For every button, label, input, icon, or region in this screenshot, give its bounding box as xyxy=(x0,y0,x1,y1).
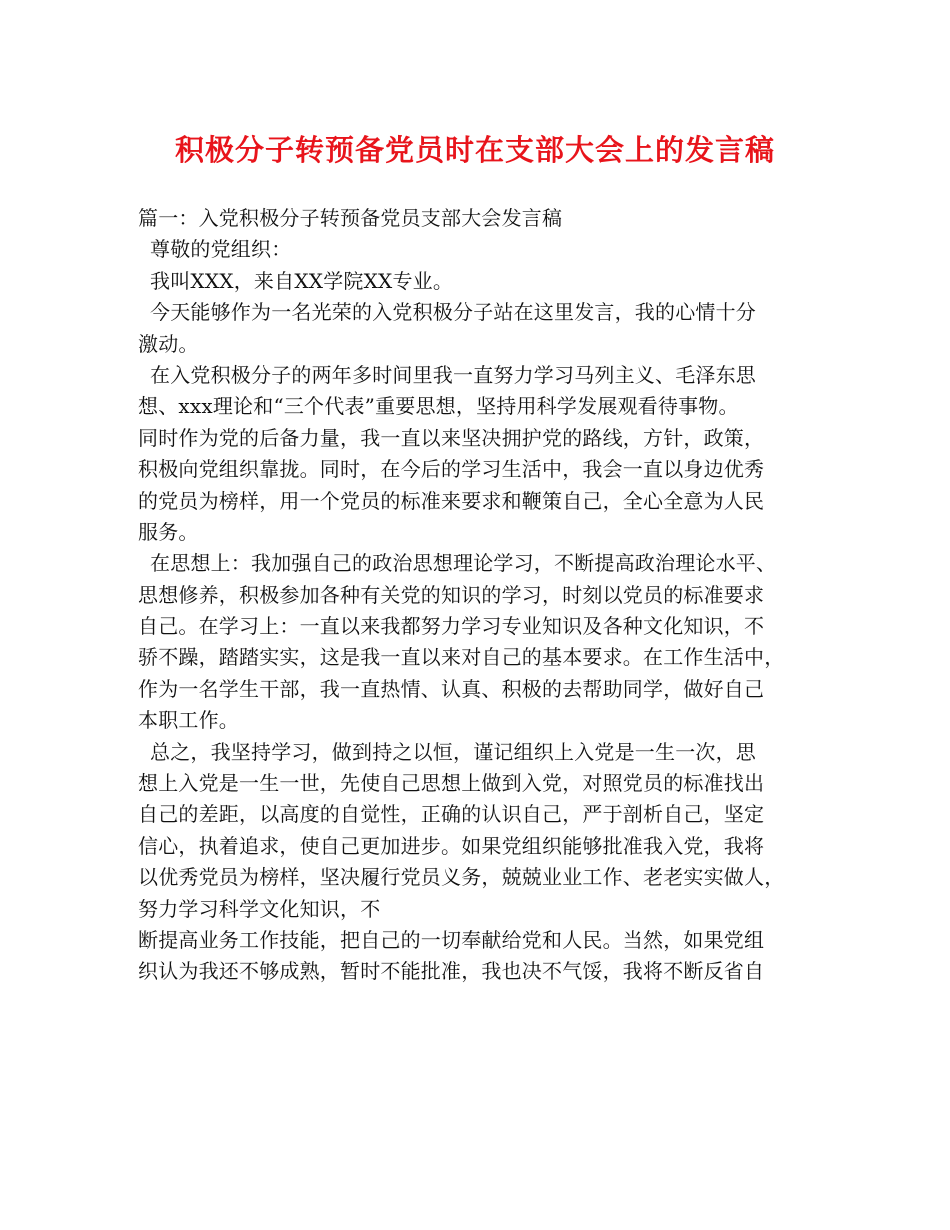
document-title: 积极分子转预备党员时在支部大会上的发言稿 xyxy=(174,133,775,167)
text-line: 想、xxx理论和“三个代表”重要思想，坚持用科学发展观看待事物。 xyxy=(138,394,739,419)
text-line: 信心，执着追求，使自己更加进步。如果党组织能够批准我入党，我将 xyxy=(138,833,765,858)
text-line: 同时作为党的后备力量，我一直以来坚决拥护党的路线，方针，政策， xyxy=(138,425,765,450)
text-line: 以优秀党员为榜样，坚决履行党员义务，兢兢业业工作、老老实实做人， xyxy=(138,865,785,890)
text-line: 思想修养，积极参加各种有关党的知识的学习，时刻以党员的标准要求 xyxy=(138,582,765,607)
text-line: 想上入党是一生一世，先使自己思想上做到入党，对照党员的标准找出 xyxy=(138,771,765,796)
text-line: 自己。在学习上：一直以来我都努力学习专业知识及各种文化知识，不 xyxy=(138,614,765,639)
text-line: 激动。 xyxy=(138,331,199,356)
text-line: 在思想上：我加强自己的政治思想理论学习，不断提高政治理论水平、 xyxy=(150,551,777,576)
text-line: 我叫XXX，来自XX学院XX专业。 xyxy=(150,268,454,293)
text-line: 服务。 xyxy=(138,519,199,544)
text-line: 自己的差距，以高度的自觉性，正确的认识自己，严于剖析自己，坚定 xyxy=(138,802,765,827)
text-line: 篇一：入党积极分子转预备党员支部大会发言稿 xyxy=(138,206,563,230)
text-line: 总之，我坚持学习，做到持之以恒，谨记组织上入党是一生一次，思 xyxy=(150,739,756,764)
text-line: 骄不躁，踏踏实实，这是我一直以来对自己的基本要求。在工作生活中， xyxy=(138,645,785,670)
text-line: 作为一名学生干部，我一直热情、认真、积极的去帮助同学，做好自己 xyxy=(138,676,765,701)
text-line: 断提高业务工作技能，把自己的一切奉献给党和人民。当然，如果党组 xyxy=(138,927,765,952)
text-line: 今天能够作为一名光荣的入党积极分子站在这里发言，我的心情十分 xyxy=(150,300,756,325)
text-line: 在入党积极分子的两年多时间里我一直努力学习马列主义、毛泽东思 xyxy=(150,362,756,387)
text-line: 本职工作。 xyxy=(138,708,239,733)
text-line: 积极向党组织靠拢。同时，在今后的学习生活中，我会一直以身边优秀 xyxy=(138,457,765,482)
document-body xyxy=(138,203,828,988)
text-line: 尊敬的党组织： xyxy=(150,237,292,262)
text-line: 努力学习科学文化知识，不 xyxy=(138,896,381,921)
text-line: 的党员为榜样，用一个党员的标准来要求和鞭策自己，全心全意为人民 xyxy=(138,488,765,513)
text-line: 织认为我还不够成熟，暂时不能批准，我也决不气馁，我将不断反省自 xyxy=(138,959,765,984)
